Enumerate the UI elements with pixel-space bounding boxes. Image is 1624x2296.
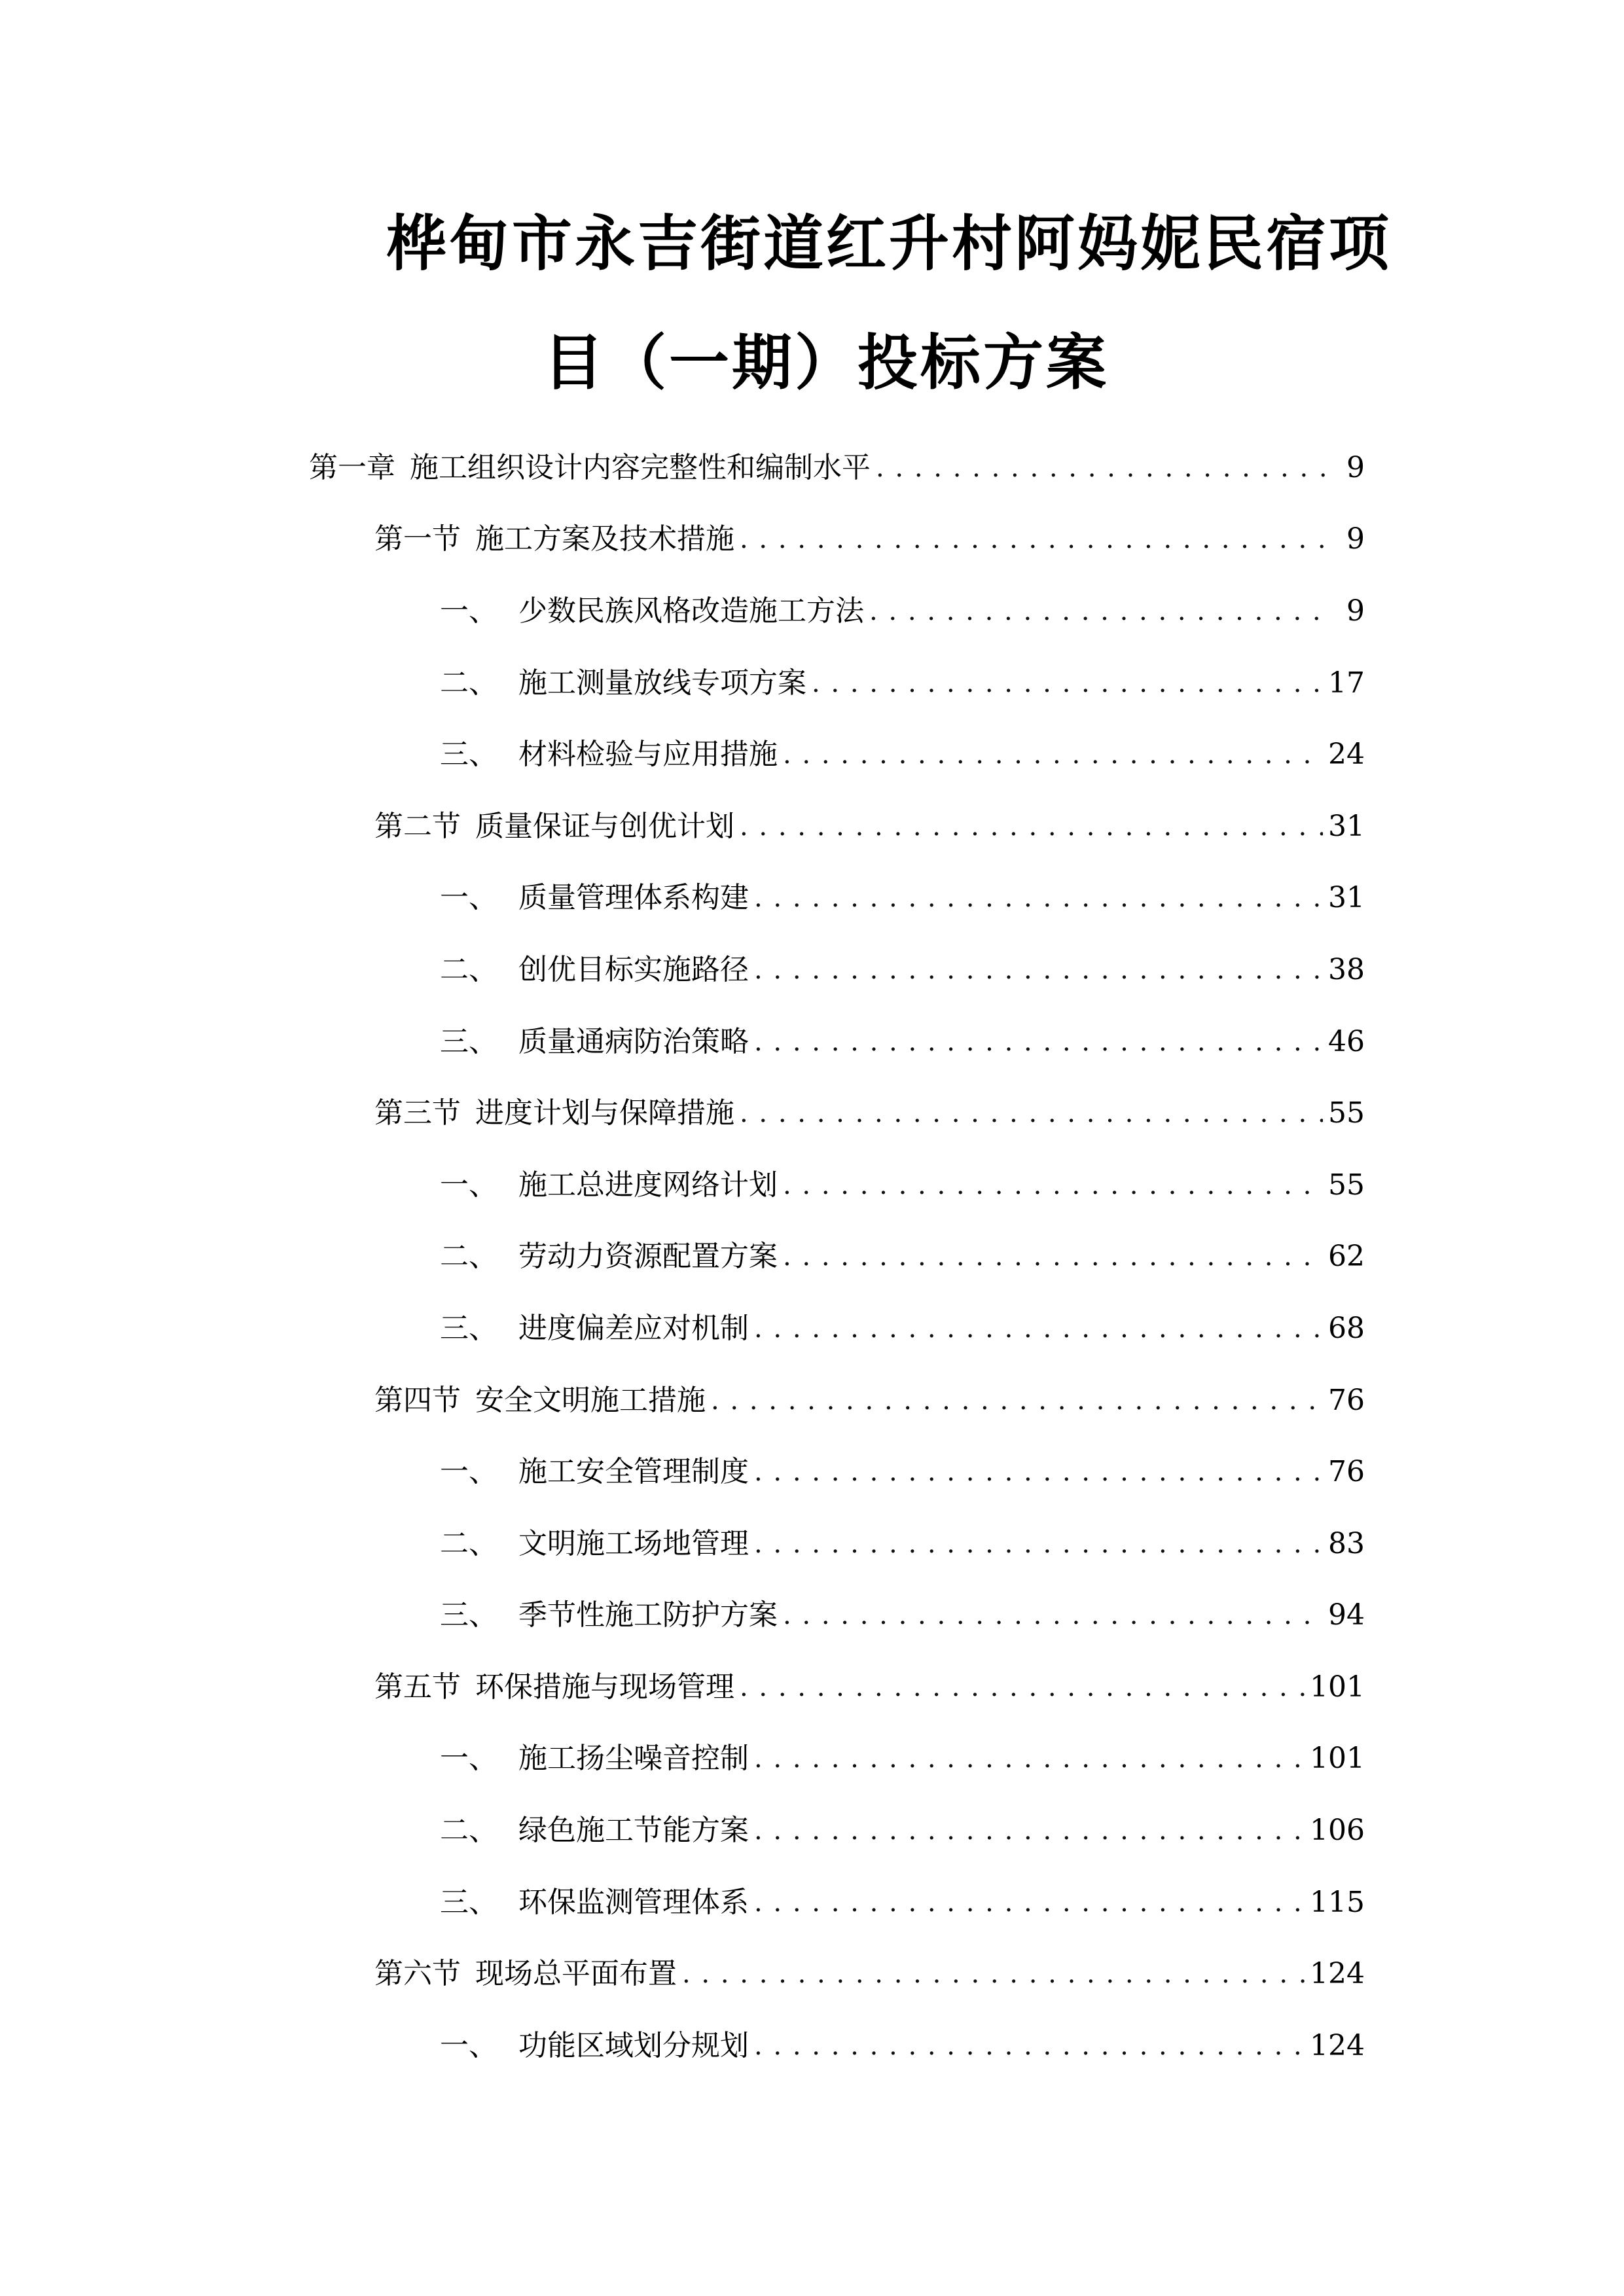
toc-entry-label [374,1381,706,1420]
toc-entry-number: 三、 [440,1598,497,1632]
toc-entry-title: 施工总进度网络计划 [518,1168,778,1202]
toc-entry-title: 施工扬尘噪音控制 [518,1742,749,1776]
toc-entry-number: 一、 [440,594,497,628]
toc-entry-item[interactable] [0,1580,1624,1652]
toc-entry-number: 第五节 [374,1670,461,1704]
toc-dot-leader [754,950,1323,990]
toc-entry-number: 第一节 [374,522,461,556]
toc-entry-item[interactable] [0,1867,1624,1939]
toc-entry-number: 一、 [440,1742,497,1776]
toc-entry-title: 施工方案及技术措施 [475,522,734,556]
toc-page-number: 115 [1310,1885,1365,1919]
toc-page-number: 17 [1328,666,1365,700]
toc-entry-number: 三、 [440,1311,497,1345]
toc-dot-leader [682,1954,1305,1994]
toc-entry-number: 二、 [440,952,497,986]
toc-page-number: 101 [1310,1670,1365,1704]
toc-entry-title: 施工组织设计内容完整性和编制水平 [410,450,871,484]
toc-entry-label [440,1811,749,1850]
toc-page-number: 76 [1328,1455,1365,1489]
toc-entry-title: 安全文明施工措施 [475,1383,706,1417]
toc-page-number: 62 [1328,1240,1365,1274]
toc-entry-number: 三、 [440,1024,497,1058]
toc-entry-item[interactable] [0,1006,1624,1078]
toc-entry-label [440,1237,778,1276]
toc-entry-label [440,1452,749,1492]
toc-entry-title: 绿色施工节能方案 [518,1814,749,1848]
toc-dot-leader [869,592,1333,631]
document-title-line-1: 桦甸市永吉街道红升村阿妈妮民宿项 [386,209,1392,279]
toc-entry-section[interactable] [0,1365,1624,1437]
toc-entry-number: 一、 [440,2028,497,2062]
toc-page-number: 101 [1310,1742,1365,1776]
toc-entry-label [440,735,778,774]
toc-entry-title: 材料检验与应用措施 [518,738,778,772]
toc-entry-label [374,1954,677,1994]
toc-dot-leader [754,1811,1305,1850]
toc-entry-label [440,592,864,631]
toc-entry-item[interactable] [0,1508,1624,1580]
toc-dot-leader [740,1668,1305,1707]
toc-entry-title: 环保措施与现场管理 [475,1670,734,1704]
toc-entry-title: 环保监测管理体系 [518,1885,749,1919]
toc-dot-leader [754,1524,1323,1564]
toc-entry-label [374,807,734,846]
table-of-contents [0,432,1624,2082]
toc-dot-leader [740,807,1323,846]
toc-entry-section[interactable] [0,791,1624,863]
toc-entry-label [309,448,871,488]
toc-dot-leader [711,1381,1323,1420]
toc-entry-number: 第二节 [374,809,461,843]
toc-page-number: 55 [1328,1096,1365,1130]
toc-entry-label [440,1309,749,1348]
toc-page-number: 38 [1328,952,1365,986]
toc-entry-number: 第四节 [374,1383,461,1417]
toc-dot-leader [783,1596,1323,1635]
toc-entry-title: 创优目标实施路径 [518,952,749,986]
toc-entry-label [440,1739,749,1778]
toc-page-number: 24 [1328,738,1365,772]
toc-entry-section[interactable] [0,1077,1624,1149]
toc-entry-section[interactable] [0,1938,1624,2010]
toc-entry-number: 二、 [440,1526,497,1560]
toc-entry-item[interactable] [0,1293,1624,1365]
toc-entry-label [374,1094,734,1133]
toc-page-number: 83 [1328,1526,1365,1560]
toc-entry-label [440,1524,749,1564]
toc-entry-title: 进度偏差应对机制 [518,1311,749,1345]
toc-dot-leader [754,1739,1305,1778]
toc-page-number: 9 [1346,594,1365,628]
toc-page-number: 76 [1328,1383,1365,1417]
toc-page-number: 94 [1328,1598,1365,1632]
toc-page-number: 124 [1310,1957,1365,1991]
toc-dot-leader [740,1094,1323,1133]
document-title-line-2: 目（一期）投标方案 [543,328,1110,398]
toc-entry-number: 第一章 [309,450,395,484]
toc-entry-item[interactable] [0,934,1624,1006]
toc-entry-label [440,664,806,703]
toc-entry-title: 进度计划与保障措施 [475,1096,734,1130]
toc-entry-label [440,878,749,918]
toc-entry-item[interactable] [0,1436,1624,1508]
toc-page-number: 9 [1346,522,1365,556]
toc-entry-section[interactable] [0,1651,1624,1723]
toc-entry-title: 现场总平面布置 [475,1957,677,1991]
toc-dot-leader [783,735,1323,774]
toc-dot-leader [754,1309,1323,1348]
toc-entry-item[interactable] [0,575,1624,647]
toc-dot-leader [783,1166,1323,1205]
toc-entry-item[interactable] [0,863,1624,935]
toc-entry-item[interactable] [0,719,1624,791]
toc-entry-item[interactable] [0,1149,1624,1221]
toc-entry-number: 二、 [440,1814,497,1848]
toc-entry-item[interactable] [0,2010,1624,2082]
toc-entry-number: 一、 [440,1168,497,1202]
toc-entry-title: 少数民族风格改造施工方法 [518,594,864,628]
toc-entry-label [440,1166,778,1205]
toc-entry-item[interactable] [0,1795,1624,1867]
toc-dot-leader [754,2026,1305,2066]
toc-entry-number: 二、 [440,666,497,700]
toc-entry-title: 劳动力资源配置方案 [518,1240,778,1274]
toc-entry-item[interactable] [0,1221,1624,1293]
toc-entry-section[interactable] [0,504,1624,576]
toc-entry-label [374,1668,734,1707]
toc-dot-leader [783,1237,1323,1276]
toc-entry-label [440,1596,778,1635]
toc-entry-chapter[interactable] [0,432,1624,504]
toc-entry-item[interactable] [0,647,1624,719]
toc-entry-title: 施工测量放线专项方案 [518,666,806,700]
toc-entry-title: 质量通病防治策略 [518,1024,749,1058]
toc-entry-label [440,2026,749,2066]
toc-entry-title: 文明施工场地管理 [518,1526,749,1560]
toc-entry-label [374,520,734,559]
toc-entry-title: 质量保证与创优计划 [475,809,734,843]
toc-page-number: 55 [1328,1168,1365,1202]
toc-entry-item[interactable] [0,1723,1624,1795]
toc-entry-number: 一、 [440,881,497,915]
toc-dot-leader [754,878,1323,918]
toc-entry-label [440,1022,749,1062]
toc-dot-leader [754,1022,1323,1062]
toc-dot-leader [812,664,1323,703]
toc-page-number: 68 [1328,1311,1365,1345]
toc-page-number: 124 [1310,2028,1365,2062]
toc-entry-title: 质量管理体系构建 [518,881,749,915]
toc-page-number: 106 [1310,1814,1365,1848]
toc-dot-leader [740,520,1333,559]
toc-dot-leader [876,448,1333,488]
toc-page-number: 31 [1328,881,1365,915]
toc-entry-label [440,950,749,990]
toc-entry-title: 季节性施工防护方案 [518,1598,778,1632]
toc-page-number: 9 [1346,450,1365,484]
toc-entry-label [440,1883,749,1922]
toc-page-number: 46 [1328,1024,1365,1058]
toc-page-number: 31 [1328,809,1365,843]
toc-entry-number: 第六节 [374,1957,461,1991]
toc-entry-number: 三、 [440,1885,497,1919]
toc-entry-number: 一、 [440,1455,497,1489]
toc-entry-title: 功能区域划分规划 [518,2028,749,2062]
toc-entry-title: 施工安全管理制度 [518,1455,749,1489]
toc-entry-number: 二、 [440,1240,497,1274]
toc-entry-number: 第三节 [374,1096,461,1130]
toc-dot-leader [754,1452,1323,1492]
toc-dot-leader [754,1883,1305,1922]
toc-entry-number: 三、 [440,738,497,772]
